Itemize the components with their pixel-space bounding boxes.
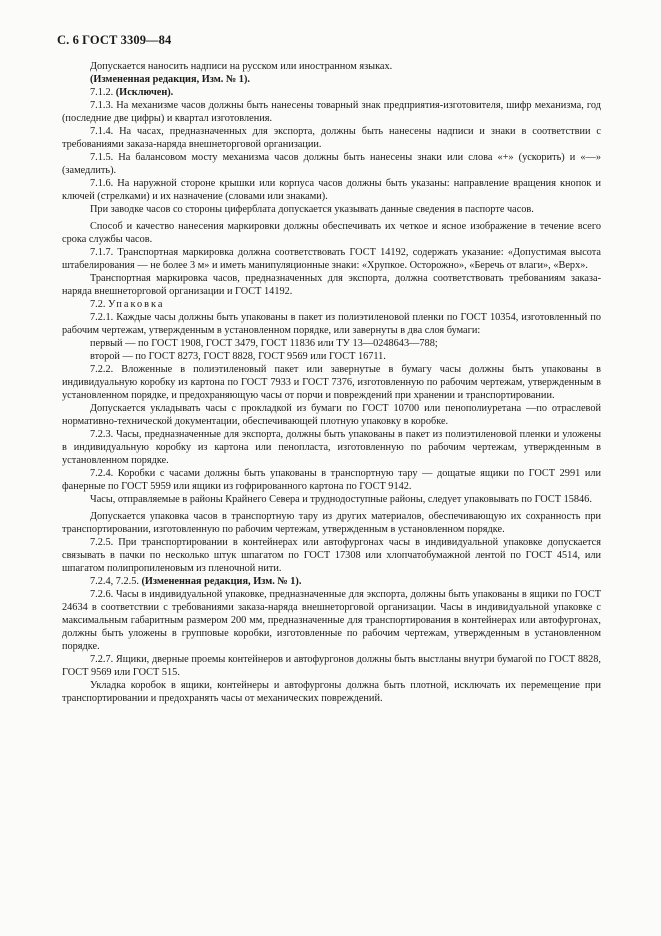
paragraph-text: 7.2.5. При транспортировании в контейнерах или автофургонах часы в индивидуальной упаковке допускается связывать в пачки по несколько штук шпагатом по ГОСТ 17308 или хлопчатобумажной лентой по ГОСТ 4514, или шпагатом полипропиленовым из пленочной нити. [62, 537, 601, 574]
paragraph-text: Упаковка [108, 299, 165, 310]
paragraph-text: Транспортная маркировка часов, предназначенных для экспорта, должна соответствовать требованиям заказа-наряда внешнеторговой организации и ГОСТ 14192. [62, 273, 601, 297]
paragraph-text: 7.1.5. На балансовом мосту механизма часов должны быть нанесены знаки или слова «+» (ускорить) и «—» (замедлить). [62, 152, 601, 176]
paragraph-text: Часы, отправляемые в районы Крайнего Севера и труднодоступные районы, следует упаковывать по ГОСТ 15846. [90, 494, 592, 505]
paragraph [62, 272, 601, 298]
paragraph [62, 493, 601, 506]
paragraph-text: 7.1.3. На механизме часов должны быть нанесены товарный знак предприятия-изготовителя, шифр механизма, год (последние две цифры) и квартал изготовления. [62, 100, 601, 124]
paragraph-text: Способ и качество нанесения маркировки должны обеспечивать их четкое и ясное изображение в течение всего срока службы часов. [62, 221, 601, 245]
paragraph [62, 246, 601, 272]
paragraph [62, 298, 601, 311]
paragraph [62, 220, 601, 246]
paragraph-text: первый — по ГОСТ 1908, ГОСТ 3479, ГОСТ 11836 или ТУ 13—0248643—788; [90, 338, 438, 349]
paragraph [62, 510, 601, 536]
paragraph [62, 536, 601, 575]
paragraph-text: Допускается наносить надписи на русском или иностранном языках. [90, 61, 393, 72]
clause-number: 7.1.2. [90, 87, 116, 98]
paragraph [62, 99, 601, 125]
paragraph-text: 7.2.2. Вложенные в полиэтиленовый пакет или завернутые в бумагу часы должны быть упакованы в индивидуальную коробку из картона по ГОСТ 7933 и ГОСТ 7376, изготовленную по рабочим чертежам, утвержденным в установленном порядке, и предохраняющую часы от порчи и повреждений при хранении и транспортировании. [62, 364, 601, 401]
paragraph [62, 311, 601, 337]
paragraph [62, 588, 601, 653]
paragraph-text: Допускается упаковка часов в транспортную тару из других материалов, обеспечивающую их сохранность при транспортировании, изготовленную по рабочим чертежам, утвержденным в установленном порядке. [62, 511, 601, 535]
paragraph-text: второй — по ГОСТ 8273, ГОСТ 8828, ГОСТ 9569 или ГОСТ 16711. [90, 351, 386, 362]
paragraph [62, 402, 601, 428]
paragraph-text: 7.2.7. Ящики, дверные проемы контейнеров и автофургонов должны быть выстланы внутри бумагой по ГОСТ 8828, ГОСТ 9569 или ГОСТ 515. [62, 654, 601, 678]
paragraph [62, 151, 601, 177]
paragraph [62, 337, 601, 350]
paragraph-text: (Исключен). [115, 87, 174, 98]
paragraph-text: 7.2.4. Коробки с часами должны быть упакованы в транспортную тару — дощатые ящики по ГОСТ 2991 или фанерные по ГОСТ 5959 или ящики из гофрированного картона по ГОСТ 9142. [62, 468, 601, 492]
paragraph-text: (Измененная редакция, Изм. № 1). [141, 576, 302, 587]
document-body [62, 60, 601, 705]
paragraph [62, 428, 601, 467]
paragraph-text: 7.1.4. На часах, предназначенных для экспорта, должны быть нанесены надписи и знаки в соответствии с требованиями заказа-наряда внешнеторговой организации. [62, 126, 601, 150]
paragraph [62, 363, 601, 402]
paragraph-text: 7.1.7. Транспортная маркировка должна соответствовать ГОСТ 14192, содержать указание: «Допустимая высота штабелирования — не более 3 м» и иметь манипуляционные знаки: «Хрупкое. Осторожно», «Беречь от влаги», «Верх». [62, 247, 601, 271]
clause-number: 7.2.4, 7.2.5. [90, 576, 142, 587]
paragraph [62, 203, 601, 216]
paragraph-text: При заводке часов со стороны циферблата допускается указывать данные сведения в паспорте часов. [90, 204, 534, 215]
paragraph [62, 679, 601, 705]
paragraph [62, 177, 601, 203]
paragraph [62, 60, 601, 73]
page-header: С. 6 ГОСТ 3309—84 [57, 33, 172, 47]
paragraph-text: 7.2.1. Каждые часы должны быть упакованы в пакет из полиэтиленовой пленки по ГОСТ 10354, изготовленный по рабочим чертежам, утвержденным в установленном порядке, или завернуты в два слоя бумаги: [62, 312, 601, 336]
paragraph [62, 653, 601, 679]
clause-number: 7.2. [90, 299, 109, 310]
paragraph-text: Укладка коробок в ящики, контейнеры и автофургоны должна быть плотной, исключать их перемещение при транспортировании и предохранять часы от механических повреждений. [62, 680, 601, 704]
paragraph [62, 125, 601, 151]
paragraph [62, 73, 601, 86]
paragraph [62, 575, 601, 588]
paragraph [62, 86, 601, 99]
paragraph-text: 7.2.6. Часы в индивидуальной упаковке, предназначенные для экспорта, должны быть упакованы в ящики по ГОСТ 24634 в соответствии с требованиями заказа-наряда внешнеторговой организации. Часы в индивидуальной упаковке с максимальным габаритным размером 200 мм, предназначенные для транспортирования в контейнерах или автофургонах, должны быть уложены в групповые коробки, изготовленные по рабочим чертежам, утвержденным в установленном порядке. [62, 589, 601, 652]
paragraph-text: 7.1.6. На наружной стороне крышки или корпуса часов должны быть указаны: направление вращения кнопок и ключей (стрелками) и их назначение (словами или знаками). [62, 178, 601, 202]
paragraph-text: 7.2.3. Часы, предназначенные для экспорта, должны быть упакованы в пакет из полиэтиленовой пленки и уложены в индивидуальную коробку из картона или пенопласта, изготовленную по рабочим чертежам, утвержденным в установленном порядке. [62, 429, 601, 466]
paragraph [62, 350, 601, 363]
paragraph [62, 467, 601, 493]
paragraph-text: Допускается укладывать часы с прокладкой из бумаги по ГОСТ 10700 или пенополиуретана —по отраслевой нормативно-технической документации, обеспечивающей плотную упаковку в коробке. [62, 403, 601, 427]
paragraph-text: (Измененная редакция, Изм. № 1). [90, 74, 250, 85]
